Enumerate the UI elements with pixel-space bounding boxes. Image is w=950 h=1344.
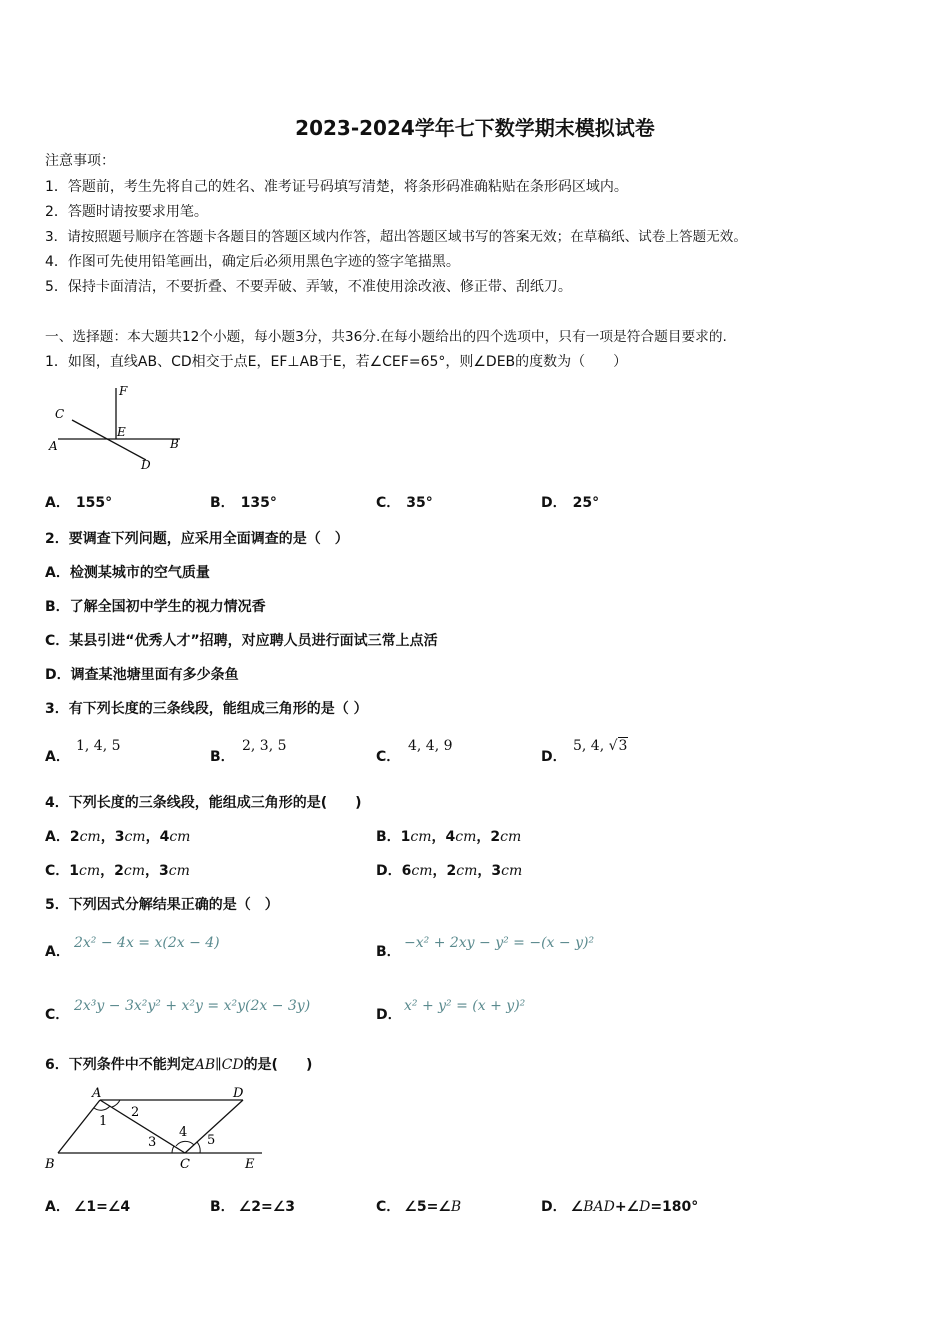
- notice-item-3: 3．请按照题号顺序在答题卡各题目的答题区域内作答，超出答题区域书写的答案无效；在草稿纸、试卷上答题无效。: [45, 229, 747, 245]
- q5-option-a-letter: A．: [45, 944, 70, 960]
- q4-option-b: B．1cm，4cm，2cm: [376, 829, 522, 845]
- q3-option-d-letter: D．: [541, 749, 567, 765]
- q6-option-d: D． ∠BAD+∠D=180°: [541, 1199, 699, 1215]
- label-b: B: [45, 1157, 55, 1172]
- q2-option-d: D．调查某池塘里面有多少条鱼: [45, 667, 239, 683]
- q1-option-d: D． 25°: [541, 495, 600, 511]
- q6-option-b: B． ∠2=∠3: [210, 1199, 295, 1215]
- q3-option-a-letter: A．: [45, 749, 70, 765]
- q3-stem: 3．有下列长度的三条线段，能组成三角形的是（ ）: [45, 701, 368, 717]
- q4-option-c: C．1cm，2cm，3cm: [45, 863, 190, 879]
- q5-option-a-expr: 2x² − 4x = x(2x − 4): [74, 935, 220, 951]
- q3-option-c-letter: C．: [376, 749, 401, 765]
- section-heading: 一、选择题：本大题共12个小题，每小题3分，共36分.在每小题给出的四个选项中，只有一项是符合题目要求的.: [45, 329, 727, 345]
- label-3: 3: [148, 1135, 157, 1150]
- notice-heading: 注意事项：: [45, 153, 115, 169]
- label-4: 4: [179, 1125, 188, 1140]
- angle-arc-2: [112, 1100, 120, 1107]
- q5-option-c-letter: C．: [45, 1007, 70, 1023]
- sqrt-symbol: √: [608, 738, 618, 754]
- label-c: C: [55, 407, 65, 421]
- q1-option-c: C． 35°: [376, 495, 433, 511]
- q2-option-b: B．了解全国初中学生的视力情况香: [45, 599, 266, 615]
- q5-option-d-letter: D．: [376, 1007, 402, 1023]
- angle-arc-1: [94, 1106, 110, 1110]
- q4-stem: 4．下列长度的三条线段，能组成三角形的是( ): [45, 795, 362, 811]
- q3-option-b-letter: B．: [210, 749, 235, 765]
- q5-option-b-letter: B．: [376, 944, 401, 960]
- angle-arc-5: [197, 1142, 200, 1153]
- q3-option-d-value: 5, 4, √3: [573, 738, 628, 754]
- q2-stem: 2．要调查下列问题，应采用全面调查的是（ ）: [45, 531, 349, 547]
- notice-item-5: 5．保持卡面清洁，不要折叠、不要弄破、弄皱，不准使用涂改液、修正带、刮纸刀。: [45, 279, 572, 295]
- q5-option-b-expr: −x² + 2xy − y² = −(x − y)²: [404, 935, 595, 951]
- notice-item-2: 2．答题时请按要求用笔。: [45, 204, 208, 220]
- angle-arc-4: [176, 1141, 194, 1146]
- label-5: 5: [207, 1133, 216, 1148]
- q3-option-a-value: 1, 4, 5: [76, 738, 121, 754]
- q6-option-c: C． ∠5=∠B: [376, 1199, 462, 1215]
- line-ac: [100, 1100, 188, 1153]
- label-d: D: [233, 1086, 244, 1101]
- q4-option-a: A．2cm，3cm，4cm: [45, 829, 191, 845]
- q3-option-b-value: 2, 3, 5: [242, 738, 287, 754]
- label-e: E: [117, 425, 126, 439]
- sqrt-radicand: 3: [618, 738, 628, 754]
- notice-item-4: 4．作图可先使用铅笔画出，确定后必须用黑色字迹的签字笔描黑。: [45, 254, 460, 270]
- q2-option-a: A．检测某城市的空气质量: [45, 565, 210, 581]
- q2-option-c: C．某县引进“优秀人才”招聘，对应聘人员进行面试三常上点活: [45, 633, 438, 649]
- q1-option-b: B． 135°: [210, 495, 277, 511]
- label-a: A: [92, 1086, 102, 1101]
- q1-figure: [42, 380, 192, 475]
- q6-option-a: A． ∠1=∠4: [45, 1199, 131, 1215]
- q6-figure: [40, 1080, 270, 1175]
- q1-option-a: A． 155°: [45, 495, 113, 511]
- q3-option-c-value: 4, 4, 9: [408, 738, 453, 754]
- notice-item-1: 1．答题前，考生先将自己的姓名、准考证号码填写清楚，将条形码准确粘贴在条形码区域内。: [45, 179, 628, 195]
- q5-option-d-expr: x² + y² = (x + y)²: [404, 998, 526, 1014]
- label-e: E: [245, 1157, 255, 1172]
- label-c: C: [180, 1157, 190, 1172]
- label-d: D: [141, 458, 151, 472]
- page-title: 2023-2024学年七下数学期末模拟试卷: [295, 116, 655, 140]
- q4-option-d: D．6cm，2cm，3cm: [376, 863, 523, 879]
- angle-arc-3: [172, 1146, 174, 1153]
- q6-stem: 6．下列条件中不能判定AB∥CD的是( ): [45, 1057, 313, 1073]
- label-b: B: [170, 437, 179, 451]
- q5-stem: 5．下列因式分解结果正确的是（ ）: [45, 897, 279, 913]
- label-2: 2: [131, 1105, 140, 1120]
- q1-stem: 1．如图，直线AB、CD相交于点E，EF⊥AB于E，若∠CEF=65°，则∠DEB的度数为（ ）: [45, 354, 628, 370]
- label-a: A: [49, 439, 58, 453]
- line-ab: [58, 1100, 100, 1153]
- q5-option-c-expr: 2x³y − 3x²y² + x²y = x²y(2x − 3y): [74, 998, 311, 1014]
- label-1: 1: [99, 1114, 108, 1129]
- line-cd: [72, 420, 146, 460]
- label-f: F: [119, 384, 128, 398]
